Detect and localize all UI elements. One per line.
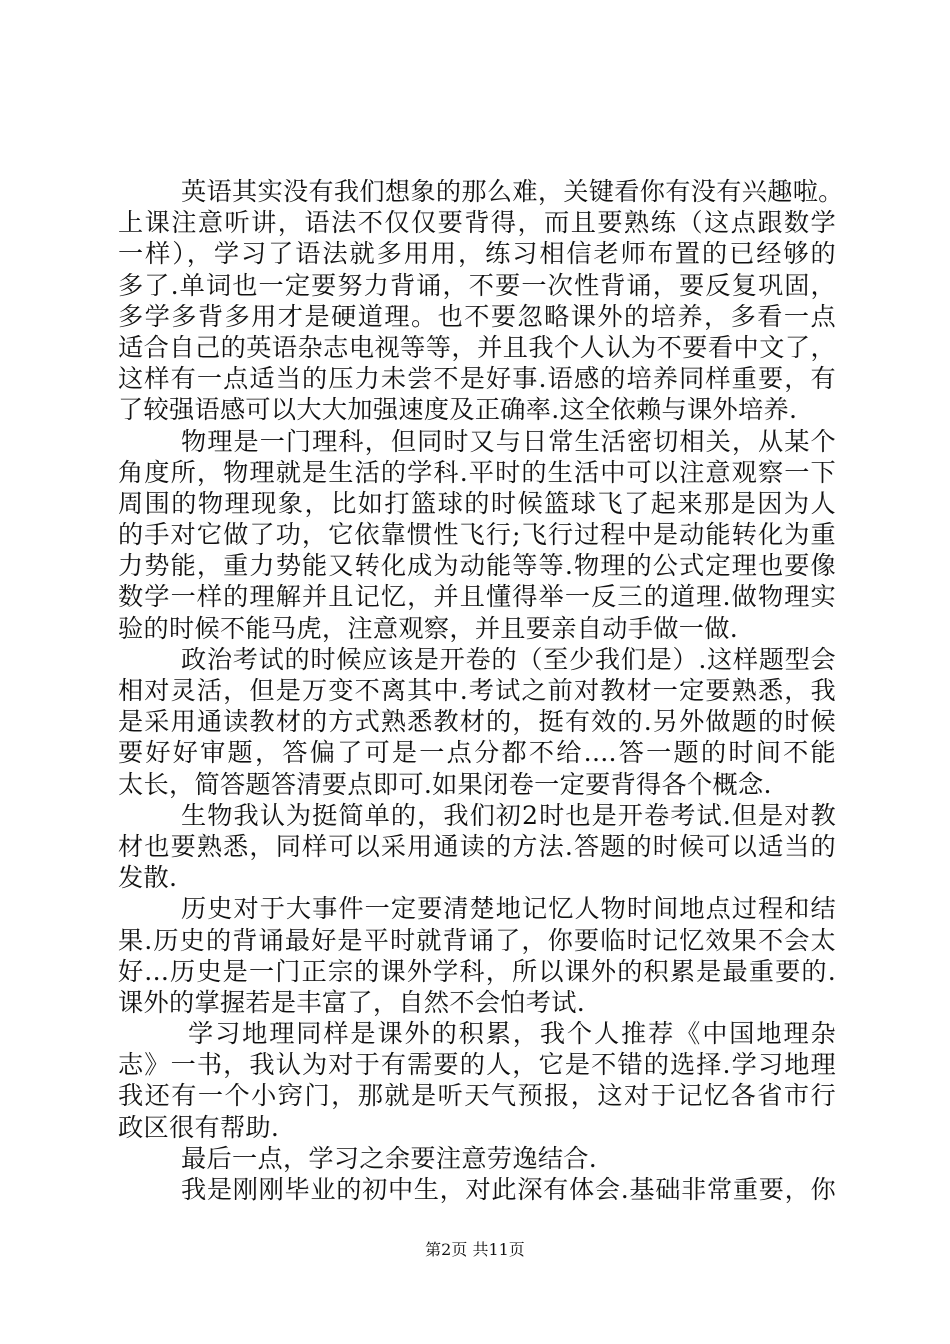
text-line: 我还有一个小窍门，那就是听天气预报，这对于记忆各省市行 — [118, 1081, 836, 1111]
text-line: 是采用通读教材的方式熟悉教材的，挺有效的.另外做题的时候 — [118, 707, 836, 737]
text-line: 政治考试的时候应该是开卷的（至少我们是）.这样题型会 — [181, 644, 836, 674]
paragraph-history — [118, 893, 836, 1018]
text-line: 志》一书，我认为对于有需要的人，它是不错的选择.学习地理 — [118, 1050, 836, 1080]
body-text — [118, 176, 844, 1205]
text-line: 学习地理同样是课外的积累，我个人推荐《中国地理杂 — [188, 1019, 836, 1049]
text-line: 政区很有帮助. — [118, 1112, 280, 1142]
text-line: 角度所，物理就是生活的学科.平时的生活中可以注意观察一下 — [118, 457, 836, 487]
text-line: 的手对它做了功，它依靠惯性飞行;飞行过程中是动能转化为重 — [118, 520, 836, 550]
paragraph-graduate — [118, 1174, 836, 1205]
page-number-footer: 第2页 共11页 — [425, 1240, 525, 1259]
text-line: 这样有一点适当的压力未尝不是好事.语感的培养同样重要，有 — [118, 364, 836, 394]
text-line: 了较强语感可以大大加强速度及正确率.这全依赖与课外培养. — [118, 395, 798, 425]
text-line: 生物我认为挺简单的，我们初2时也是开卷考试.但是对教 — [181, 800, 836, 830]
text-line: 物理是一门理科，但同时又与日常生活密切相关，从某个 — [181, 426, 836, 456]
paragraph-english — [118, 176, 844, 426]
text-line: 课外的掌握若是丰富了，自然不会怕考试. — [118, 987, 586, 1017]
text-line: 适合自己的英语杂志电视等等，并且我个人认为不要看中文了， — [118, 332, 836, 362]
text-line: 数学一样的理解并且记忆，并且懂得举一反三的道理.做物理实 — [118, 582, 836, 612]
paragraph-biology — [118, 800, 836, 894]
paragraph-physics — [118, 426, 836, 644]
text-line: 验的时候不能马虎，注意观察，并且要亲自动手做一做. — [118, 613, 739, 643]
text-line: 力势能，重力势能又转化成为动能等等.物理的公式定理也要像 — [118, 551, 836, 581]
text-line: 英语其实没有我们想象的那么难，关键看你有没有兴趣啦。 — [181, 177, 844, 206]
text-line: 太长，简答题答清要点即可.如果闭卷一定要背得各个概念. — [118, 769, 772, 799]
paragraph-final-point — [118, 1143, 836, 1174]
text-line: 相对灵活，但是万变不离其中.考试之前对教材一定要熟悉，我 — [118, 676, 836, 705]
text-line: 要好好审题，答偏了可是一点分都不给....答一题的时间不能 — [118, 738, 836, 768]
text-line: 我是刚刚毕业的初中生，对此深有体会.基础非常重要，你 — [181, 1175, 836, 1204]
paragraph-politics — [118, 644, 836, 800]
text-line: 上课注意听讲，语法不仅仅要背得，而且要熟练（这点跟数学 — [118, 208, 836, 238]
text-line: 历史对于大事件一定要清楚地记忆人物时间地点过程和结 — [181, 894, 836, 924]
text-line: 一样），学习了语法就多用用，练习相信老师布置的已经够的 — [118, 239, 836, 269]
text-line: 多学多背多用才是硬道理。也不要忽略课外的培养，多看一点 — [118, 301, 836, 331]
text-line: 多了.单词也一定要努力背诵，不要一次性背诵，要反复巩固， — [118, 270, 836, 300]
text-line: 材也要熟悉，同样可以采用通读的方法.答题的时候可以适当的 — [118, 831, 836, 861]
text-line: 好...历史是一门正宗的课外学科，所以课外的积累是最重要的. — [118, 956, 836, 986]
text-line: 最后一点，学习之余要注意劳逸结合. — [181, 1143, 598, 1173]
text-line: 果.历史的背诵最好是平时就背诵了，你要临时记忆效果不会太 — [118, 925, 836, 955]
paragraph-geography — [118, 1018, 836, 1143]
text-line: 周围的物理现象，比如打篮球的时候篮球飞了起来那是因为人 — [118, 488, 836, 518]
text-line: 发散. — [118, 863, 178, 893]
